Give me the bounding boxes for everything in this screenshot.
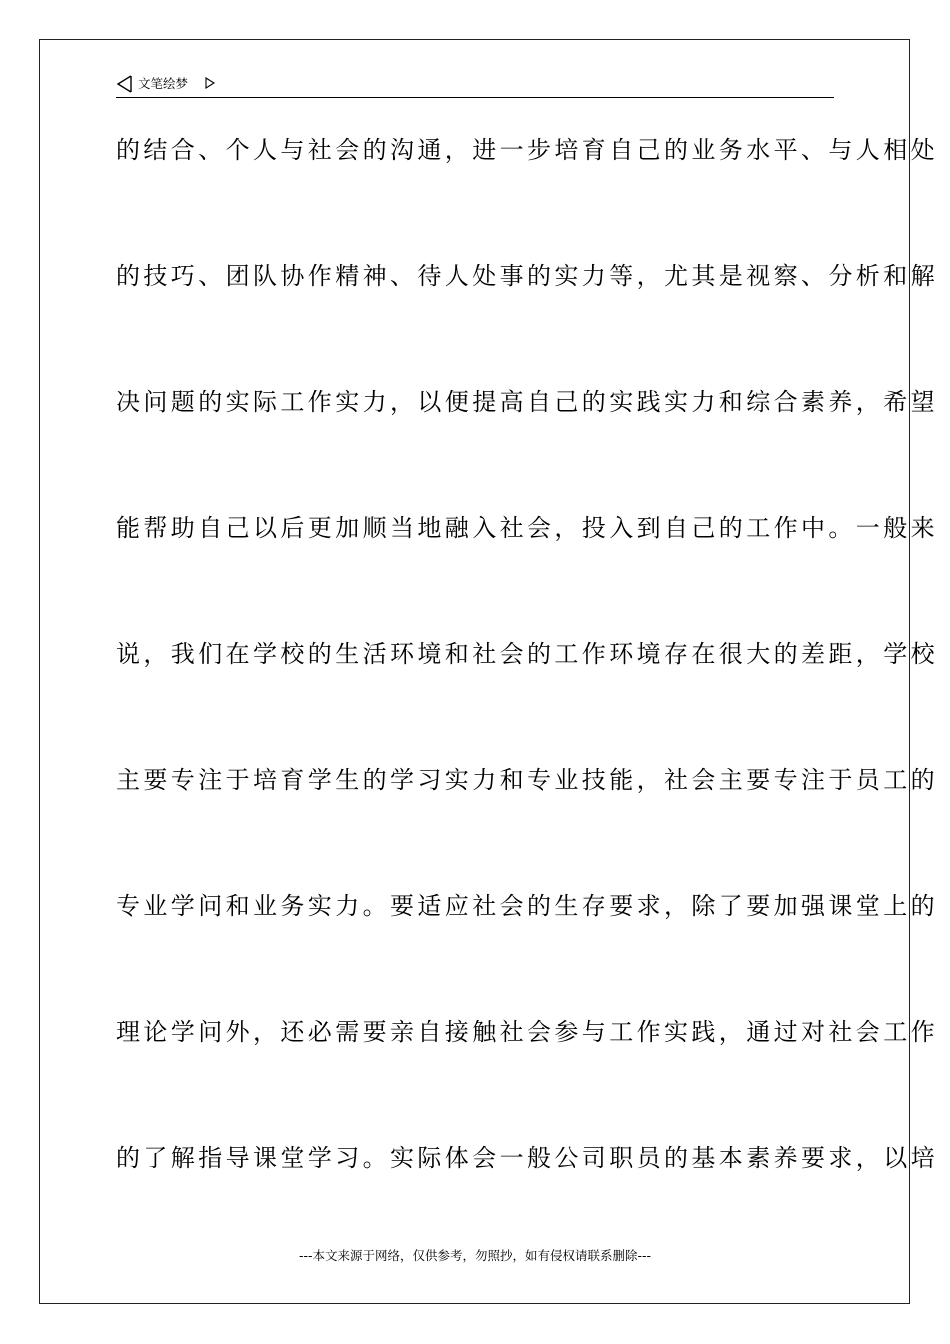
left-triangle-icon <box>116 74 134 94</box>
body-line-7: 专业学问和业务实力。要适应社会的生存要求，除了要加强课堂上的 <box>116 892 938 920</box>
body-line-3: 决问题的实际工作实力，以便提高自己的实践实力和综合素养，希望 <box>116 388 938 416</box>
document-body <box>116 124 938 1258</box>
body-line-8: 理论学问外，还必需要亲自接触社会参与工作实践，通过对社会工作 <box>116 1018 938 1046</box>
body-line-5: 说，我们在学校的生活环境和社会的工作环境存在很大的差距，学校 <box>116 640 938 668</box>
page-footer: ---本文来源于网络，仅供参考，勿照抄，如有侵权请联系删除--- <box>298 1248 652 1263</box>
body-line-1: 的结合、个人与社会的沟通，进一步培育自己的业务水平、与人相处 <box>116 136 938 164</box>
header-brand: 文笔绘梦 <box>138 76 189 91</box>
body-line-6: 主要专注于培育学生的学习实力和专业技能，社会主要专注于员工的 <box>116 766 938 794</box>
body-line-9: 的了解指导课堂学习。实际体会一般公司职员的基本素养要求，以培 <box>116 1144 938 1172</box>
page-header <box>116 72 834 98</box>
body-line-2: 的技巧、团队协作精神、待人处事的实力等，尤其是视察、分析和解 <box>116 262 938 290</box>
body-line-4: 能帮助自己以后更加顺当地融入社会，投入到自己的工作中。一般来 <box>116 514 938 542</box>
right-triangle-icon <box>205 77 215 89</box>
